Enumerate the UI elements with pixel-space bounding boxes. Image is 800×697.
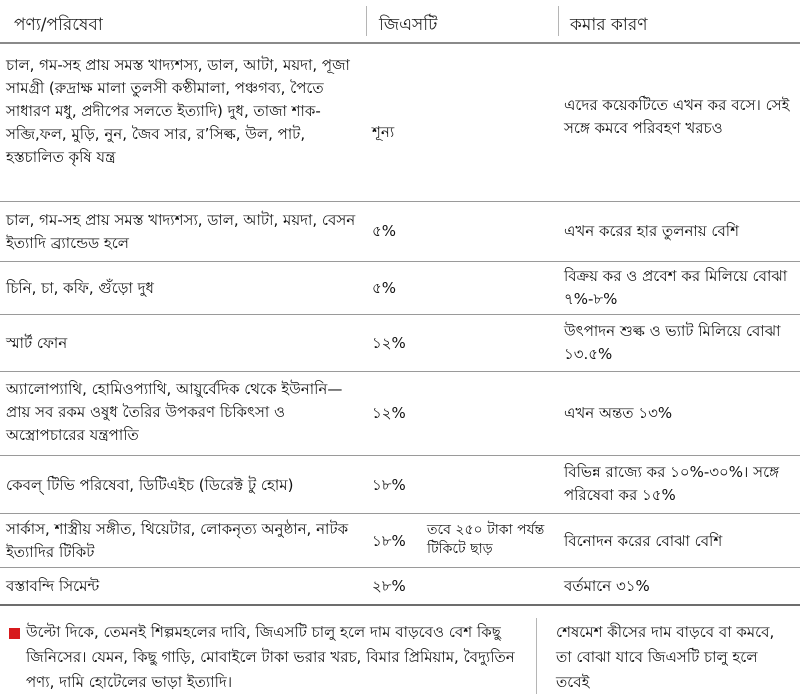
reason-cell: এখন অন্তত ১৩% bbox=[564, 404, 673, 422]
header-gst: জিএসটি bbox=[379, 15, 438, 35]
gst-cell: ১৮% bbox=[372, 532, 406, 550]
table-row bbox=[0, 456, 800, 514]
table-bottom-rule bbox=[0, 604, 800, 606]
product-cell: চিনি, চা, কফি, গুঁড়ো দুধ bbox=[6, 279, 154, 297]
product-cell: সার্কাস, শাস্ত্রীয় সঙ্গীত, থিয়েটার, লোকনৃত্য অনুষ্ঠান, নাটক ইত্যাদির টিকিট bbox=[6, 520, 349, 561]
table-row bbox=[0, 262, 800, 315]
reason-cell: বিক্রয় কর ও প্রবেশ কর মিলিয়ে বোঝা ৭%-৮% bbox=[564, 267, 788, 308]
reason-cell: এদের কয়েকটিতে এখন কর বসে। সেই সঙ্গে কমবে পরিবহণ খরচও bbox=[564, 96, 790, 137]
reason-cell: উৎপাদন শুল্ক ও ভ্যাট মিলিয়ে বোঝা ১৩.৫% bbox=[564, 322, 781, 363]
footer-left-text: উল্টো দিকে, তেমনই শিল্পমহলের দাবি, জিএসটি চালু হলে দাম বাড়বেও বেশ কিছু জিনিসের। যেমন, কিছু গাড়ি, মোবাইলে টাকা ভরার খরচ, বিমার প্রিমিয়াম, বৈদ্যুতিন পণ্য, দামি হোটেলের ভাড়া ইত্যাদি। bbox=[26, 623, 515, 691]
table-row bbox=[0, 315, 800, 372]
product-cell: স্মার্ট ফোন bbox=[6, 334, 68, 352]
header-divider bbox=[366, 6, 367, 36]
gst-cell: ১২% bbox=[372, 334, 406, 352]
table-row bbox=[0, 372, 800, 456]
header-product: পণ্য/পরিষেবা bbox=[14, 15, 103, 35]
gst-cell: ২৮% bbox=[372, 577, 406, 595]
red-square-bullet bbox=[9, 628, 20, 639]
gst-cell: ১৮% bbox=[372, 476, 406, 494]
table-row bbox=[0, 514, 800, 568]
header-reason: কমার কারণ bbox=[570, 15, 648, 35]
product-cell: অ্যালোপ্যাথি, হোমিওপ্যাথি, আয়ুর্বেদিক থেকে ইউনানি— প্রায় সব রকম ওষুধ তৈরির উপকরণ চিকিৎসা ও অস্ত্রোপচারের যন্ত্রপাতি bbox=[6, 380, 343, 444]
gst-cell: শূন্য bbox=[372, 123, 395, 141]
gst-cell: ৫% bbox=[372, 279, 396, 297]
gst-cell: ১২% bbox=[372, 404, 406, 422]
gst-cell: ৫% bbox=[372, 222, 396, 240]
table-row bbox=[0, 44, 800, 202]
reason-cell: বর্তমানে ৩১% bbox=[564, 577, 650, 595]
footer-right-text: শেষমেশ কীসের দাম বাড়বে বা কমবে, তা বোঝা যাবে জিএসটি চালু হলে তবেই bbox=[556, 623, 775, 691]
header-divider bbox=[558, 6, 559, 36]
table-header bbox=[0, 0, 800, 44]
product-cell: কেবল্ টিভি পরিষেবা, ডিটিএইচ (ডিরেক্ট টু হোম) bbox=[6, 476, 294, 494]
gst-note: তবে ২৫০ টাকা পর্যন্ত টিকিটে ছাড় bbox=[427, 522, 545, 557]
table-row bbox=[0, 568, 800, 604]
footer-divider bbox=[536, 618, 537, 694]
reason-cell: এখন করের হার তুলনায় বেশি bbox=[564, 222, 739, 240]
product-cell: বস্তাবন্দি সিমেন্ট bbox=[6, 577, 100, 595]
reason-cell: বিভিন্ন রাজ্যে কর ১০%-৩০%। সঙ্গে পরিষেবা কর ১৫% bbox=[564, 463, 780, 504]
product-cell: চাল, গম-সহ প্রায় সমস্ত খাদ্যশস্য, ডাল, আটা, ময়দা, পূজা সামগ্রী (রুদ্রাক্ষ মালা তুলসী কণ্ঠীমালা, পঞ্চগব্য, পৈতে সাধারণ মধু, প্রদীপের সলতে ইত্যাদি) দুধ, তাজা শাক-সব্জি,ফল, মুড়ি, নুন, জৈব সার, র’সিল্ক, উল, পাট, হস্তচালিত কৃষি যন্ত্র bbox=[6, 56, 350, 166]
product-cell: চাল, গম-সহ প্রায় সমস্ত খাদ্যশস্য, ডাল, আটা, ময়দা, বেসন ইত্যাদি ব্র্যান্ডেড হলে bbox=[6, 211, 356, 252]
reason-cell: বিনোদন করের বোঝা বেশি bbox=[564, 532, 723, 550]
table-row bbox=[0, 202, 800, 262]
